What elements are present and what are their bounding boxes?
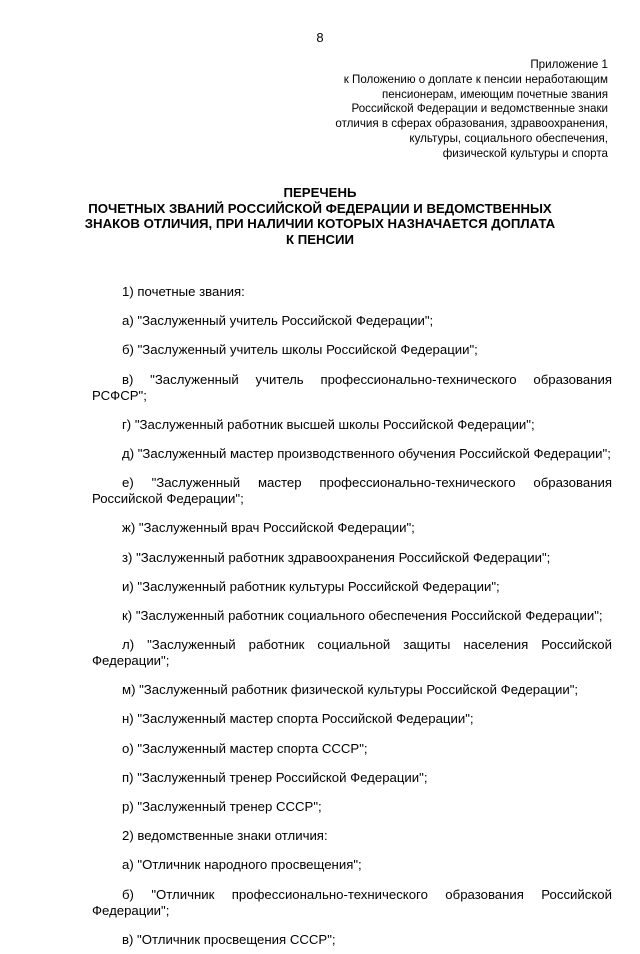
- list-item: п) "Заслуженный тренер Российской Федерации";: [122, 769, 428, 785]
- appendix-line: Российской Федерации и ведомственные знаки: [351, 102, 608, 116]
- list-item: е) "Заслуженный мастер профессионально-технического образования Российской Федерации";: [92, 475, 612, 507]
- appendix-line: физической культуры и спорта: [442, 146, 608, 160]
- title-line: ПОЧЕТНЫХ ЗВАНИЙ РОССИЙСКОЙ ФЕДЕРАЦИИ И ВЕДОМСТВЕННЫХ: [88, 200, 552, 216]
- list-item: к) "Заслуженный работник социального обеспечения Российской Федерации";: [122, 607, 603, 623]
- title-line: ЗНАКОВ ОТЛИЧИЯ, ПРИ НАЛИЧИИ КОТОРЫХ НАЗНАЧАЕТСЯ ДОПЛАТА: [84, 216, 556, 232]
- list-item: з) "Заслуженный работник здравоохранения Российской Федерации";: [122, 549, 551, 565]
- list-item: м) "Заслуженный работник физической культуры Российской Федерации";: [122, 682, 579, 698]
- appendix-line: Приложение 1: [530, 58, 608, 71]
- list-item: 2) ведомственные знаки отличия:: [122, 828, 328, 844]
- page-number: 8: [316, 30, 324, 45]
- list-item: д) "Заслуженный мастер производственного обучения Российской Федерации";: [122, 445, 611, 461]
- honors-list: [92, 284, 612, 954]
- document-title: [60, 185, 580, 247]
- appendix-line: пенсионерам, имеющим почетные звания: [381, 87, 608, 101]
- appendix-line: к Положению о доплате к пенсии неработающим: [343, 72, 608, 86]
- title-line: ПЕРЕЧЕНЬ: [283, 185, 357, 200]
- title-line: К ПЕНСИИ: [286, 231, 354, 247]
- list-item: р) "Заслуженный тренер СССР";: [122, 799, 322, 814]
- appendix-note: [335, 58, 608, 162]
- list-item: н) "Заслуженный мастер спорта Российской Федерации";: [122, 711, 474, 727]
- list-item: ж) "Заслуженный врач Российской Федерации";: [122, 520, 415, 536]
- list-item: г) "Заслуженный работник высшей школы Российской Федерации";: [122, 416, 535, 432]
- list-item: и) "Заслуженный работник культуры Российской Федерации";: [122, 578, 500, 594]
- list-item: б) "Отличник профессионально-технического образования Российской Федерации";: [92, 886, 612, 918]
- list-item: а) "Заслуженный учитель Российской Федерации";: [122, 313, 434, 329]
- list-item: а) "Отличник народного просвещения";: [122, 857, 362, 873]
- list-item: б) "Заслуженный учитель школы Российской Федерации";: [122, 342, 478, 358]
- list-item: в) "Заслуженный учитель профессионально-технического образования РСФСР";: [92, 371, 612, 403]
- list-item: в) "Отличник просвещения СССР";: [122, 931, 336, 947]
- appendix-line: культуры, социального обеспечения,: [409, 131, 608, 145]
- list-item: 1) почетные звания:: [122, 284, 245, 299]
- appendix-line: отличия в сферах образования, здравоохранения,: [335, 117, 608, 131]
- list-item: о) "Заслуженный мастер спорта СССР";: [122, 740, 368, 756]
- list-item: л) "Заслуженный работник социальной защиты населения Российской Федерации";: [92, 637, 612, 669]
